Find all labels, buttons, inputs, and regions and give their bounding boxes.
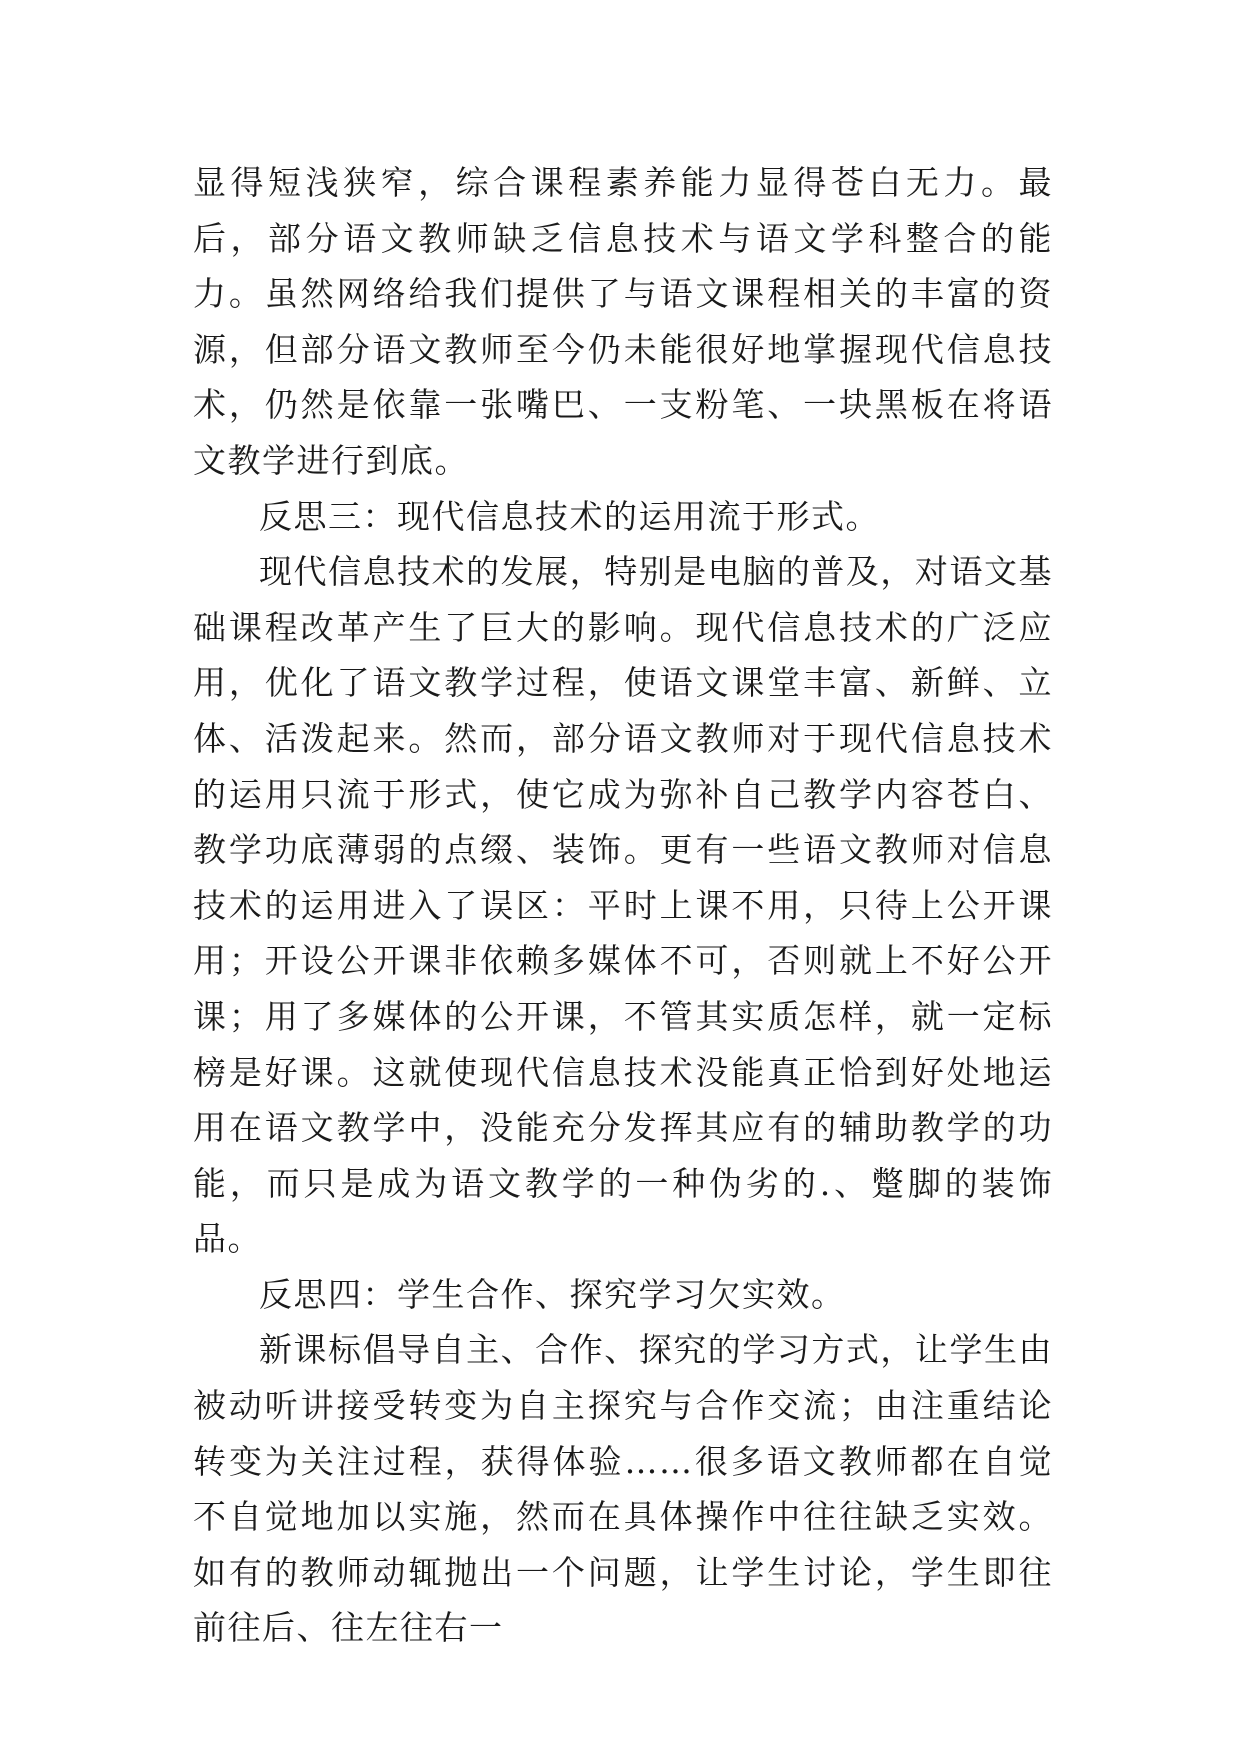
section-heading-reflection-4: 反思四：学生合作、探究学习欠实效。: [259, 1274, 846, 1314]
paragraph-reflection-4-body: 新课标倡导自主、合作、探究的学习方式，让学生由被动听讲接受转变为自主探究与合作交流；由注重结论转变为关注过程，获得体验……很多语文教师都在自觉不自觉地加以实施，然而在具体操作中往往缺乏实效。如有的教师动辄抛出一个问题，让学生讨论，学生即往前往后、往左往右一: [193, 1330, 1053, 1648]
paragraph-reflection-3-body: 现代信息技术的发展，特别是电脑的普及，对语文基础课程改革产生了巨大的影响。现代信息技术的广泛应用，优化了语文教学过程，使语文课堂丰富、新鲜、立体、活泼起来。然而，部分语文教师对于现代信息技术的运用只流于形式，使它成为弥补自己教学内容苍白、教学功底薄弱的点缀、装饰。更有一些语文教师对信息技术的运用进入了误区：平时上课不用，只待上公开课用；开设公开课非依赖多媒体不可，否则就上不好公开课；用了多媒体的公开课，不管其实质怎样，就一定标榜是好课。这就使现代信息技术没能真正恰到好处地运用在语文教学中，没能充分发挥其应有的辅助教学的功能，而只是成为语文教学的一种伪劣的.、蹩脚的装饰品。: [193, 552, 1053, 1259]
paragraph-continuation: 显得短浅狭窄，综合课程素养能力显得苍白无力。最后，部分语文教师缺乏信息技术与语文学科整合的能力。虽然网络给我们提供了与语文课程相关的丰富的资源，但部分语文教师至今仍未能很好地掌握现代信息技术，仍然是依靠一张嘴巴、一支粉笔、一块黑板在将语文教学进行到底。: [193, 163, 1053, 480]
document-body: [193, 155, 1053, 1656]
section-heading-reflection-3: 反思三：现代信息技术的运用流于形式。: [259, 496, 880, 536]
